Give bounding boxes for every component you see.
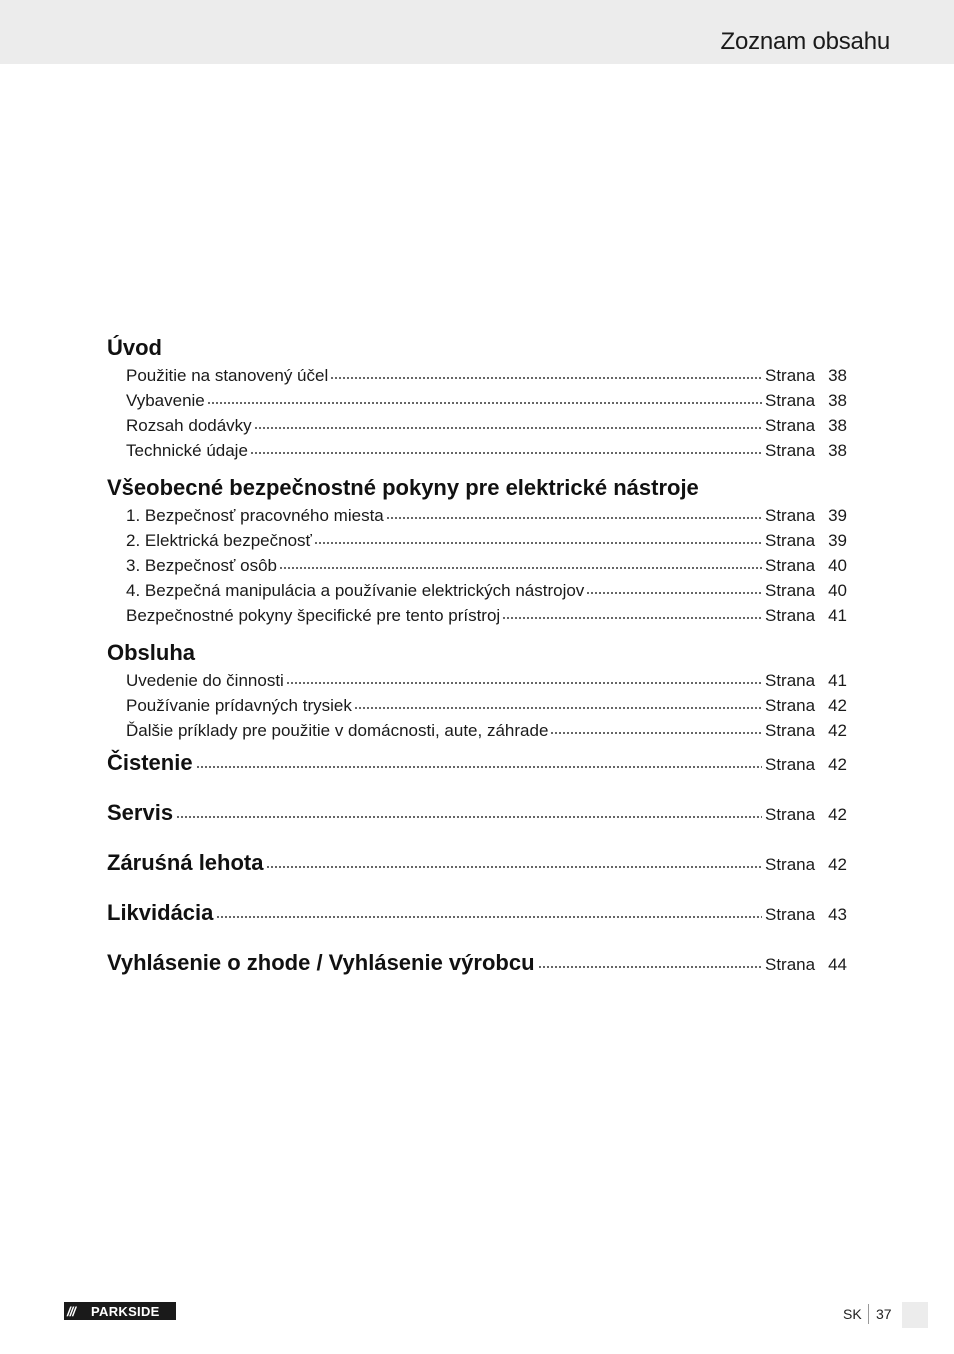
toc-entry-strana: Strana <box>765 366 816 385</box>
footer-page-number: 37 <box>876 1306 892 1322</box>
dot-leader <box>586 582 762 596</box>
toc-entry-label: Ďalšie príklady pre použitie v domácnosti, aute, záhrade <box>126 721 549 740</box>
toc-entry <box>107 578 847 603</box>
toc-entry-label: Technické údaje <box>126 441 248 460</box>
toc-entry-page: 40 <box>828 556 847 575</box>
toc-entry-label: Používanie prídavných trysiek <box>126 696 352 715</box>
toc-entry-label: 3. Bezpečnosť osôb <box>126 556 277 575</box>
toc-entry-label: Použitie na stanovený účel <box>126 366 329 385</box>
toc-entry-label: Bezpečnostné pokyny špecifické pre tento prístroj <box>126 606 501 625</box>
toc-entry <box>107 528 847 553</box>
dot-leader <box>196 756 762 770</box>
toc-single-page: 42 <box>828 805 847 824</box>
toc-single-page: 42 <box>828 755 847 774</box>
footer-divider <box>868 1304 869 1324</box>
header-bar <box>0 0 954 64</box>
toc-entry-page: 40 <box>828 581 847 600</box>
footer-tab-box <box>902 1302 928 1328</box>
toc-entry-page: 39 <box>828 531 847 550</box>
toc-entry-strana: Strana <box>765 581 816 600</box>
page-title: Zoznam obsahu <box>720 28 890 55</box>
toc-entry-label: Rozsah dodávky <box>126 416 252 435</box>
toc-single-likvidacia <box>107 900 847 950</box>
dot-leader <box>538 956 762 970</box>
toc-entry-label: 1. Bezpečnosť pracovného miesta <box>126 506 384 525</box>
toc-entry-strana: Strana <box>765 671 816 690</box>
toc-entry-page: 42 <box>828 696 847 715</box>
logo-slashes-icon: /// <box>67 1303 75 1319</box>
toc-single-strana: Strana <box>765 805 816 824</box>
toc-entry-strana: Strana <box>765 506 816 525</box>
toc-section-safety <box>107 473 847 628</box>
toc-entry-page: 41 <box>828 671 847 690</box>
toc-single-strana: Strana <box>765 755 816 774</box>
toc-entry <box>107 413 847 438</box>
dot-leader <box>314 532 762 546</box>
toc-single-page: 42 <box>828 855 847 874</box>
toc-entry <box>107 718 847 743</box>
dot-leader <box>216 906 762 920</box>
toc-single-label: Servis <box>107 800 174 825</box>
toc-entry <box>107 603 847 628</box>
toc-single-strana: Strana <box>765 855 816 874</box>
toc-entry-page: 38 <box>828 391 847 410</box>
toc-entry-strana: Strana <box>765 556 816 575</box>
parkside-logo <box>64 1302 176 1320</box>
toc-entry-strana: Strana <box>765 391 816 410</box>
toc-single-zaruka <box>107 850 847 900</box>
toc-single-strana: Strana <box>765 955 816 974</box>
toc-entry-label: Vybavenie <box>126 391 205 410</box>
dot-leader <box>330 367 762 381</box>
toc-entry-strana: Strana <box>765 696 816 715</box>
dot-leader <box>550 722 762 736</box>
toc-entry <box>107 553 847 578</box>
toc-single-cistenie <box>107 750 847 800</box>
dot-leader <box>286 672 762 686</box>
toc-entry-strana: Strana <box>765 531 816 550</box>
toc-single-label: Čistenie <box>107 750 193 775</box>
toc-entry-page: 42 <box>828 721 847 740</box>
toc-entry-page: 38 <box>828 416 847 435</box>
toc-single-label: Záruśná lehota <box>107 850 264 875</box>
toc-single-page: 44 <box>828 955 847 974</box>
dot-leader <box>386 507 762 521</box>
toc-entry-strana: Strana <box>765 416 816 435</box>
toc-section-obsluha <box>107 638 847 743</box>
toc-entry <box>107 668 847 693</box>
toc-single-label: Likvidácia <box>107 900 214 925</box>
toc-entry <box>107 693 847 718</box>
logo-brand-text: PARKSIDE <box>91 1303 160 1319</box>
dot-leader <box>266 856 762 870</box>
toc-entry-page: 38 <box>828 366 847 385</box>
toc-entry-page: 39 <box>828 506 847 525</box>
footer-language: SK <box>843 1306 862 1322</box>
toc-single-page: 43 <box>828 905 847 924</box>
section-heading: Úvod <box>107 335 162 360</box>
toc-entry-page: 38 <box>828 441 847 460</box>
toc-entry-page: 41 <box>828 606 847 625</box>
toc-entry-strana: Strana <box>765 721 816 740</box>
toc-entry <box>107 438 847 463</box>
toc-single-vyhlasenie <box>107 950 847 1000</box>
toc-entry <box>107 388 847 413</box>
dot-leader <box>176 806 762 820</box>
dot-leader <box>250 442 762 456</box>
toc-entry-label: Uvedenie do činnosti <box>126 671 284 690</box>
toc-section-uvod <box>107 333 847 463</box>
dot-leader <box>254 417 762 431</box>
toc-entry-label: 2. Elektrická bezpečnosť <box>126 531 312 550</box>
dot-leader <box>207 392 762 406</box>
dot-leader <box>354 697 762 711</box>
section-heading: Všeobecné bezpečnostné pokyny pre elektrické nástroje <box>107 475 699 500</box>
toc-single-label: Vyhlásenie o zhode / Vyhlásenie výrobcu <box>107 950 535 975</box>
dot-leader <box>279 557 762 571</box>
toc-entry <box>107 363 847 388</box>
table-of-contents <box>107 333 847 1000</box>
section-heading: Obsluha <box>107 640 196 665</box>
toc-single-servis <box>107 800 847 850</box>
toc-entry-strana: Strana <box>765 606 816 625</box>
toc-single-strana: Strana <box>765 905 816 924</box>
dot-leader <box>502 607 762 621</box>
toc-entry <box>107 503 847 528</box>
toc-entry-label: 4. Bezpečná manipulácia a používanie elektrických nástrojov <box>126 581 585 600</box>
toc-entry-strana: Strana <box>765 441 816 460</box>
